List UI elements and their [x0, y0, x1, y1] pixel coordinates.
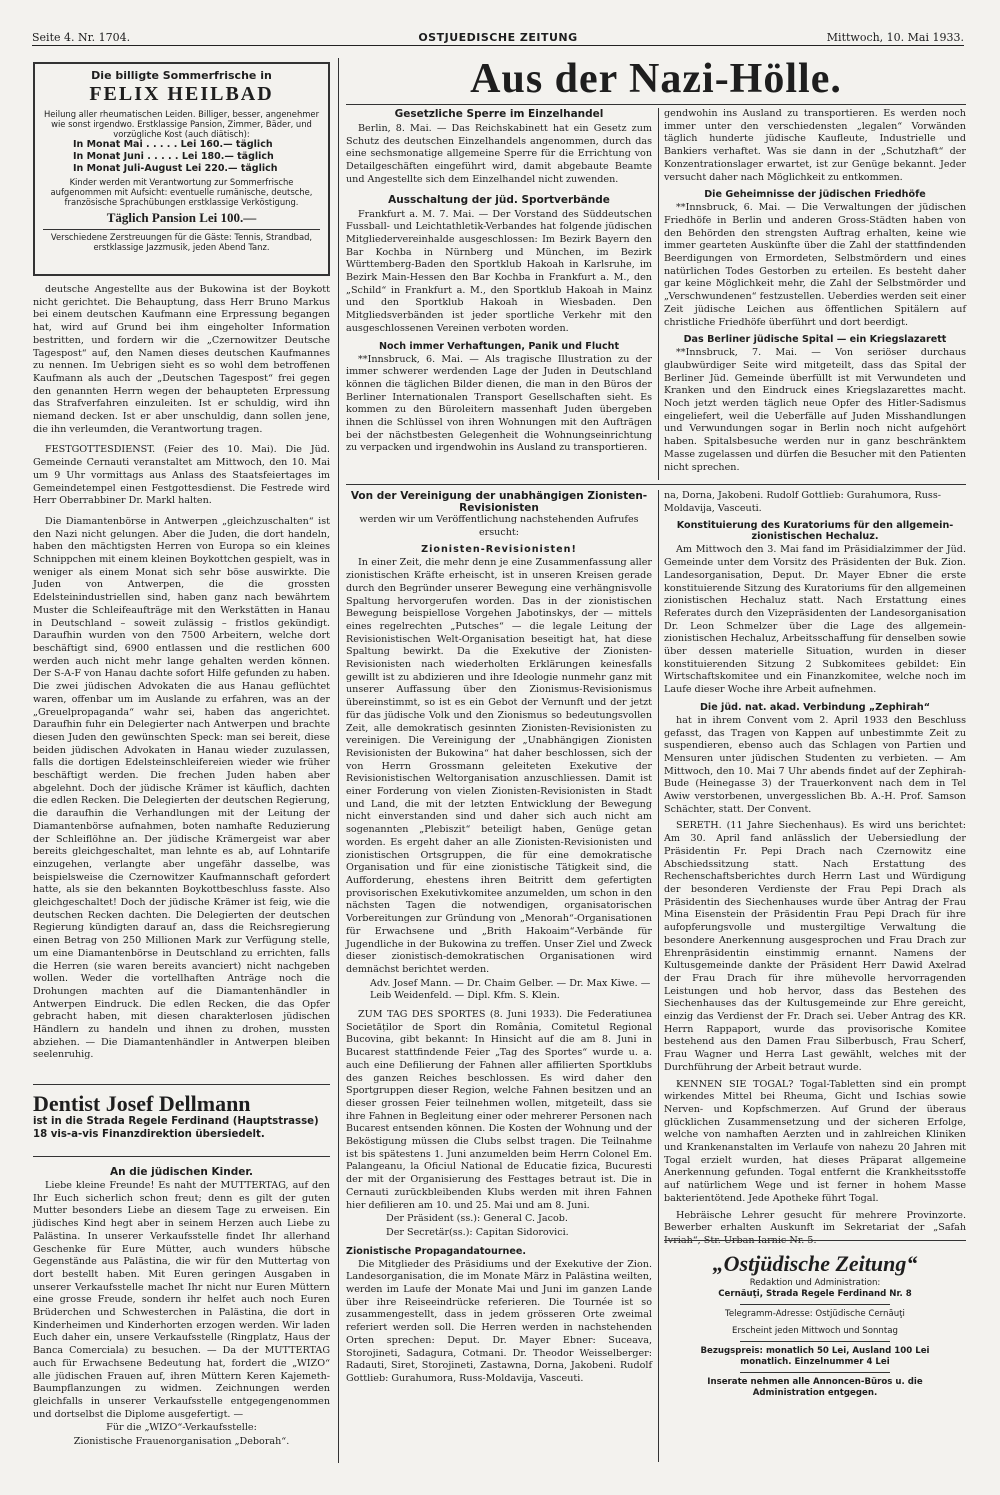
revisionists-lead: werden wir um Veröffentlichung nachstehenden Aufrufes ersucht: — [359, 514, 639, 538]
festgottesdienst-notice: FESTGOTTESDIENST. (Feier des 10. Mai). Die Jüd. Gemeinde Cernauti veranstaltet am Mittwoch, den 10. Mai um 9 Uhr vormittags aus Anlass des Staatsfeiertages im Gemeindetempel einen Festgottesdienst. Die Festrede wird Herr Oberrabbiner Dr. Markl halten. — [33, 444, 330, 507]
rule — [33, 1156, 330, 1157]
boycott-article: deutsche Angestellte aus der Bukowina ist der Boykott nicht gerichtet. Die Behauptung, dass Herr Bruno Markus bei einem deutschen Kaufmann eine Erpressung begangen hat, wird auf Grund bei ihm eingeholter Information bestritten, und fordern wir die „Czernowitzer Deutsche Tagespost“ auf, den Namen dieses deutschen Kaufmannes zu nennen. Im Uebrigen sieht es so wohl dem betroffenen Kaufmann als auch der „Deutschen Tagespost“ frei gegen den genannten Herrn wegen der behaupteten Erpressung das Strafverfahren einzuleiten. Ist er schuldig, wird ihn niemand decken. Ist er aber unschuldig, dann sollen jene, die ihn verleumden, die Verantwortung tragen. — [33, 284, 330, 435]
headline-sport-clubs: Ausschaltung der jüd. Sportverbände — [388, 193, 610, 206]
headline-revisionists: Von der Vereinigung der unabhängigen Zionisten-Revisionisten — [350, 490, 648, 514]
wizo-signature: Für die „WIZO“-Verkaufsstelle: — [106, 1422, 257, 1434]
felix-heilbad-ad — [33, 62, 330, 276]
wizo-title: An die jüdischen Kinder. — [109, 1166, 254, 1178]
masthead-telegram: Telegramm-Adresse: Ostjüdische Cernăuţi — [725, 1309, 905, 1319]
revisionists-appeal-title: Zionisten-Revisionisten! — [421, 544, 577, 556]
revisionists-signatures: Adv. Josef Mann. — Dr. Chaim Gelber. — Dr. Max Kiwe. — Leib Weidenfeld. — Dipl. Kfm. S. Klein. — [370, 977, 651, 1002]
newspaper-name: OSTJUEDISCHE ZEITUNG — [418, 31, 578, 44]
ad-intro: Heilung aller rheumatischen Leiden. Billiger, besser, angenehmer wie sonst irgendwo. Erstklassige Pansion, Zimmer, Bäder, und vorzügliche Kost (auch diätisch): — [43, 109, 320, 139]
sport-clubs-text: Frankfurt a. M. 7. Mai. — Der Vorstand des Süddeutschen Fussball- und Leichtathletik-Verbandes hat folgende jüdischen Mitgliedervereinhalde ausgeschlossen: Im Bezirk Bayern den Bar Kochba in Nürnberg und München, im Bezirk Württemberg-Baden den Sportklub Hakoah in Karlsruhe, im Bezirk Main-Hessen den Bar Kochba in Frankfurt a. M., den „Schild“ in Frankfurt a. M., den Sportklub Hakoah in Mainz und den Sportklub Hakoah in Wiesbaden. Den Mitgliedsverbänden ist jeder sportliche Verkehr mit den ausgeschlossenen Vereinen verboten worden. — [346, 208, 652, 334]
ad-price-june: In Monat Juni . . . . . Lei 180.— täglich — [73, 151, 274, 162]
rule — [664, 1240, 966, 1241]
banner-headline: Aus der Nazi-Hölle. — [470, 56, 842, 102]
masthead-editorial: Redaktion und Administration: — [749, 1278, 881, 1288]
middle-column-lower — [346, 490, 652, 1462]
nazi-hell-column-a — [346, 108, 652, 480]
dentist-ad-text: ist in die Strada Regele Ferdinand (Hauptstrasse) 18 vis-a-vis Finanzdirektion übersiedelt. — [33, 1116, 319, 1140]
ad-title: FELIX HEILBAD — [89, 83, 274, 105]
zephirah-text: hat in ihrem Convent vom 2. April 1933 den Beschluss gefasst, das Tragen von Kappen auf unbestimmte Zeit zu suspendieren, ebenso auch das Schlagen von Partien und Mensuren unter jüdischen Studenten zu verbieten. — Am Mittwoch, den 10. Mai 7 Uhr abends findet auf der Zephirah-Bude (Heinegasse 3) der Trauerkonvent nach dem in Tel Awiw verstorbenen, unvergesslichen Bb. A.-H. Prof. Samson Schächter, statt. Der Convent. — [664, 714, 966, 815]
ad-price-may: In Monat Mai . . . . . Lei 160.— täglich — [73, 139, 273, 150]
wizo-article — [33, 1162, 330, 1462]
column-divider — [658, 490, 659, 1462]
sport-day-president: Der Präsident (ss.): General C. Jacob. — [386, 1213, 568, 1225]
ad-amusements: Verschiedene Zerstreuungen für die Gäste: Tennis, Strandbad, erstklassige Jazzmusik, jeden Abend Tanz. — [43, 229, 320, 252]
dentist-ad-title: Dentist Josef Dellmann — [33, 1091, 251, 1116]
rule — [740, 1304, 890, 1305]
headline-hospital: Das Berliner jüdische Spital — ein Kriegslazarett — [683, 334, 947, 346]
masthead-title: „Ostjüdische Zeitung“ — [712, 1251, 918, 1276]
headline-hechaluz: Konstituierung des Kuratoriums für den allgemein-zionistischen Hechaluz. — [676, 520, 954, 543]
retail-ban-text: Berlin, 8. Mai. — Das Reichskabinett hat ein Gesetz zum Schutz des deutschen Einzelhandels angenommen, durch das eine sechsmonatige allgemeine Sperre für die Errichtung von Detailgeschäften eingeführt wird, damit abgebaute Beamte und Angestellte sich dem Einzelhandel nicht zuwenden. — [346, 123, 652, 185]
right-column-lower — [664, 490, 966, 1246]
wizo-organization: Zionistische Frauenorganisation „Deborah“. — [73, 1436, 290, 1448]
ad-daily-price: Täglich Pansion Lei 100.— — [106, 210, 257, 225]
revisionists-appeal-text: In einer Zeit, die mehr denn je eine Zusammenfassung aller zionistischen Kräfte erheischt, ist in unseren Kreisen gerade durch den Begründer unserer Bewegung eine verhängnisvolle Spaltung hervorgerufen worden. Das in der zionistischen Bewegung beispiellose Vorgehen Jabotinskys, der — mittels eines regelrechten „Putsches“ — die legale Leitung der Revisionistischen Welt-Organisation beseitigt hat, hat diese Spaltung bewirkt. Da die Exekutive der Zionisten-Revisionisten nach wiederholten Erklärungen keinesfalls gewillt ist zu abdizieren und ihre Ideologie nunmehr ganz mit unserer Auffassung über den Zionismus-Revisionismus übereinstimmt, so ist es ein Gebot der Vernunft und der jetzt für das jüdische Volk und den Zionismus so bedeutungsvollen Zeit, alle demokratisch gesinnten Zionisten-Revisionisten zu vereinigen. Die Vereinigung der „Unabhängigen Zionisten Revisionisten der Bukowina“ hat daher beschlossen, sich der von Herrn Grossmann geleiteten Exekutive der Revisionistischen Weltorganisation anzuschliessen. Damit ist einer Forderung von vielen Zionisten-Revisionisten in Stadt und Land, die mit der letzten Entwicklung der Bewegung nicht einverstanden sind und daher sich auch nicht am sogenannten „Plebiszit“ beteiligt haben, Genüge getan worden. Es ergeht daher an alle Zionisten-Revisionisten und zionistischen Ortsgruppen, die für eine demokratische Organisation und für eine zionistische Tätigkeit sind, die Aufforderung, ehestens ihren Beitritt dem gefertigten provisorischen Exekutivkomitee anzumelden, um schon in den nächsten Tagen die notwendigen, organisatorischen Vorbereitungen zur Gründung von „Menorah“-Organisationen für Erwachsene und „Brith Hakoaim“-Verbände für Jugendliche in der Bukowina zu treffen. Unser Ziel und Zweck dieser zionistisch-demokratischen Organisationen wird demnächst berichtet werden. — [346, 557, 652, 975]
left-column-articles — [33, 284, 330, 1076]
masthead-box — [690, 1250, 940, 1399]
masthead-price-single: monatlich. Einzelnummer 4 Lei — [740, 1357, 890, 1367]
issue-date: Mittwoch, 10. Mai 1933. — [826, 31, 964, 44]
wizo-text: Liebe kleine Freunde! Es naht der MUTTERTAG, auf den Ihr Euch sicherlich schon freut; denn es gilt der guten Mutter besonders Liebe an diesem Tage zu erweisen. Ein jüdisches Kind hegt aber in seinem Herzen auch Liebe zu Palästina. In unserer Verkaufsstelle findet Ihr allerhand Geschenke für Eure Mütter, auch wunders hübsche Gegenstände aus Palästina, die wir für den Muttertag von dort bestellt haben. Mit Euren geringen Ausgaben in unserer Verkaufsstelle machet Ihr nicht nur Euren Müttern eine grosse Freude, sondern ihr helfet auch noch Euren Brüderchen und Schwesterchen in Palästina, die dort in Kinderheimen und Kinderhorten erzogen werden. Wir laden Euch daher ein, unsere Verkaufsstelle (Ringplatz, Haus der Banca Comerciala) zu besuchen. — Da der MUTTERTAG auch für Erwachsene Bedeutung hat, fordert die „WIZO“ alle jüdischen Frauen auf, ihren Müttern Keren Kajemeth-Baumpflanzungen zu widmen. Zeichnungen werden gleichfalls in unserer Verkaufsstelle entgegengenommen und dortselbst die Diplome ausgefertigt. — — [33, 1180, 330, 1420]
togal-ad: KENNEN SIE TOGAL? Togal-Tabletten sind ein prompt wirkendes Mittel bei Rheuma, Gicht und Ischias sowie Nerven- und Kopfschmerzen. Auf Grund der überaus glücklichen Zusammensetzung und der sicheren Erfolge, welche von namhaften Aerzten und in zahlreichen Kliniken und Krankenanstalten im Verlaufe von nahezu 20 Jahren mit Togal erzielt wurden, hat dieses Präparat allgemeine Anerkennung gefunden. Togal entfernt die Krankheitsstoffe auf natürlichem Wege und ist ferner in hohem Masse bakterientötend. Jede Apotheke führt Togal. — [664, 1078, 966, 1204]
hospital-text: **Innsbruck, 7. Mai. — Von seriöser durchaus glaubwürdiger Seite wird mitgeteilt, dass das Spital der Berliner Jüd. Gemeinde überfüllt ist mit Verwundeten und Kranken und den Eindruck eines Kriegslazarettes macht. Noch jetzt werden täglich neue Opfer des Hitler-Sadismus eingeliefert, weil die Ueberfälle auf Juden Misshandlungen und Verwundungen sogar in Berlin noch nicht aufgehört haben. Spitalsbesuche werden nur in ganz beschränktem Masse zugelassen und dürfen die Besucher mit den Patienten nicht sprechen. — [664, 347, 966, 473]
masthead-ads-note: Inserate nehmen alle Annoncen-Büros u. die Administration entgegen. — [707, 1377, 923, 1398]
nazi-hell-column-b — [664, 108, 966, 480]
ad-price-summer: In Monat Juli-August Lei 220.— täglich — [73, 163, 278, 174]
headline-zephirah: Die jüd. nat. akad. Verbindung „Zephirah“ — [699, 701, 931, 713]
propaganda-tour-text: Die Mitglieder des Präsidiums und der Exekutive der Zion. Landesorganisation, die im Monate März in Palästina weilten, werden im Laufe der Monate Mai und Juni im ganzen Lande über ihre Reiseeindrücke referieren. Die Tournée ist so zusammengestellt, dass in jedem grösseren Orte zweimal referiert werden soll. Die Herren werden in nachstehenden Orten sprechen: Deput. Dr. Mayer Ebner: Suceava, Storojineti, Sadagura, Cotmani. Dr. Theodor Weisselberger: Radauti, Siret, Storojineti, Zastawna, Dorna, Jakobeni. Rudolf Gottlieb: Gurahumora, Russ-Moldavija, Vasceuti. — [346, 1258, 652, 1384]
ad-children: Kinder werden mit Verantwortung zur Sommerfrische aufgenommen mit Aufsicht: eventuelle rumänische, deutsche, französische Sprachübungen erstklassige Verköstigung. — [50, 177, 313, 207]
rule — [740, 1341, 890, 1342]
rule — [740, 1372, 890, 1373]
sereth-article: SERETH. (11 Jahre Siechenhaus). Es wird uns berichtet: Am 30. April fand anlässlich der Uebersiedlung der Präsidentin Fr. Pepi Drach nach Czernowitz eine Abschiedssitzung statt. Nach Erstattung des Rechenschaftsberichtes durch Herrn Last und Würdigung der besonderen Verdienste der Frau Pepi Drach als Präsidentin des Siechenhauses wurde über Antrag der Frau Mina Eisenstein der Präsidentin Frau Pepi Drach für ihre aufopferungsvolle und mustergiltige Verwaltung die besondere Anerkennung ausgesprochen und Frau Drach zur Ehrenpräsidentin einstimmig ernannt. Namens der Kultusgemeinde dankte der Präsident Herr Dawid Axelrad der Frau Drach für ihre mühevolle hervorragenden Leistungen und hob hervor, dass das Bestehen des Siechenhauses das der Kultusgemeinde zur Ehre gereicht, einzig das Verdienst der Fr. Drach sei. Ueber Antrag des KR. Herrn Rappaport, wurde das provisorische Komitee bestehend aus den Damen Frau Silberbusch, Frau Scherf, Frau Wagner und Herra Last gewählt, welches mit der Durchführung der Arbeit betraut wurde. — [664, 820, 966, 1073]
page-number: Seite 4. Nr. 1704. — [32, 31, 131, 44]
propaganda-tour-continued: na, Dorna, Jakobeni. Rudolf Gottlieb: Gurahumora, Russ-Moldavija, Vasceuti. — [664, 490, 942, 514]
dentist-ad — [33, 1092, 330, 1150]
masthead-price: Bezugspreis: monatlich 50 Lei, Ausland 100 Lei — [700, 1346, 930, 1356]
headline-cemeteries: Die Geheimnisse der jüdischen Friedhöfe — [704, 189, 926, 201]
headline-arrests: Noch immer Verhaftungen, Panik und Flucht — [378, 340, 620, 352]
page-header — [32, 30, 964, 46]
column-divider — [338, 58, 339, 1463]
headline-propaganda-tour: Zionistische Propagandatournee. — [346, 1245, 527, 1257]
rule — [346, 484, 966, 485]
rule — [33, 1084, 330, 1085]
cemeteries-text: **Innsbruck, 6. Mai. — Die Verwaltungen der jüdischen Friedhöfe in Berlin und anderen Gross-Städten haben von den Behörden den strengsten Auftrag erhalten, keine wie immer gearteten Auskünfte über die Zahl der stattfindenden Beerdigungen von Ermordeten, Selbstmördern und eines natürlichen Todes Gestorben zu erteilen. Es besteht daher gar keine Möglichkeit mehr, die Zahl der Selbstmörder und „Verschwundenen“ festzustellen. Ueberdies werden seit einer Zeit jüdische Leichen aus öffentlichen Spitälern auf christliche Friedhöfe überführt und dort beerdigt. — [664, 202, 966, 328]
ad-tagline: Die billigte Sommerfrische in — [91, 69, 272, 82]
rule — [346, 104, 966, 105]
masthead-address: Cernăuţi, Strada Regele Ferdinand Nr. 8 — [718, 1289, 912, 1299]
diamond-exchange-article: Die Diamantenbörse in Antwerpen „gleichzuschalten“ ist den Nazi nicht gelungen. Aber die Juden, die dort handeln, haben den mächtigsten Herren von Europa so ein kleines Schnippchen mit einem kleinen Boykottchen gespielt, was in weniger als einem Monat sich sehr böse auswirkte. Die Juden von Antwerpen, die die grossten Edelsteinindustriellen sind, haben ganz nach bewährtem Muster die Schleifeaufträge mit den Werkstätten in Hanau in Deutschland – soweit zulässig – fristlos gekündigt. Daraufhin wurden von den 7500 Arbeitern, welche dort beschäftigt sind, 6900 entlassen und die restlichen 600 werden auch nicht mehr lange gehalten werden können. Der S-A-F von Hanau dachte sofort Hilfe gefunden zu haben. Die zwei jüdischen Advokaten die aus Hanau geflüchtet waren, offenbar um im Auslande zu erfahren, was an der „Greuelpropaganda“ wahr sei, haben das angerichtet. Daraufhin fuhr ein Delegierter nach Antwerpen und brachte diesen Juden den gewünschten Speck: man sei bereit, diese beiden jüdischen Advokaten in Hanau wieder zuzulassen, falls die dortigen Edelsteinschleifereien wieder wie früher beschäftigt werden. Die frechen Juden haben aber abgelehnt. Doch der jüdische Krämer ist käuflich, dachten die edlen Recken. Die Delegierten der deutschen Regierung, die daraufhin die Verhandlungen mit der Leitung der Diamantenbörse aufnahmen, boten namhafte Reduzierung der Schleiflöhne an. Der jüdische Krämergeist war aber bereits gleichgeschaltet, man lehnte es ab, auf Lohntarife einzugehen, verlangte aber ungefähr dasselbe, was beispielsweise die Czernowitzer Kaufmannschaft gefordert hatte, als sie den bekannten Boykottbeschluss fasste. Also gleichgeschaltet! Doch der jüdische Krämer ist feig, wie die deutschen Recken dachten. Die Delegierten der deutschen Regierung kündigten darauf an, dass die Reichsregierung einen Betrag von 250 Millionen Mark zur Verfügung stelle, um eine Diamantenbörse in Deutschland zu errichten, falls die Herren (sie waren bereits avanciert) nicht nachgeben wollen. Weder die vortellhaften Anträge noch die Drohungen machten auf die Diamantenhändler in Antwerpen Eindruck. Die edlen Recken, die das Opfer gebracht haben, mit diesen charakterlosen jüdischen Händlern zu handeln und ihnen zu drohen, mussten abziehen. — Die Diamantenhändler in Antwerpen bleiben seelenruhig. — [33, 515, 330, 1061]
headline-retail-ban: Gesetzliche Sperre im Einzelhandel — [394, 108, 604, 120]
sport-day-secretary: Der Secretär(ss.): Capitan Sidorovici. — [386, 1226, 569, 1238]
arrests-text: **Innsbruck, 6. Mai. — Als tragische Illustration zu der immer schwerer werdenden Lage der Juden in Deutschland können die täglichen Bilder dienen, die man in den Büros der Berliner Internationalen Transport Gesellschaften sieht. Es kommen zu den Büroleitern massenhaft Juden übergeben ihnen die Schlüssel von ihren Wohnungen mit den Aufträgen bei der nächstbesten Gelegenheit die Wohnungseinrichtung zu verpacken und irgendwohin ins Ausland zu transportieren. — [346, 353, 652, 454]
hebrew-teachers-ad: Hebräische Lehrer gesucht für mehrere Provinzorte. Bewerber erhalten Auskunft im Sekretariat der „Safah Ivriah“, Str. Urban Iarnic Nr. 5. — [664, 1209, 966, 1246]
sport-day-notice: ZUM TAG DES SPORTES (8. Juni 1933). Die Federatiunea Societăților de Sport din România, Comitetul Regional Bucovina, gibt bekannt: In Hinsicht auf die am 8. Juni in Bucarest stattfindende Feier „Tag des Sportes“ wurde u. a. auch eine Defilierung der Fahnen aller affilierten Sportklubs des ganzen Reiches beschlossen. Es wird daher den Sportgruppen dieser Region, welche Fahnen besitzen und an dieser grossen Feier teilnehmen wollen, mitgeteilt, dass sie ihre Fahnen in Begleitung einer oder mehrerer Personen nach Bucarest entsenden können. Die Kosten der Wohnung und der Beköstigung müssen die Clubs selbst tragen. Die Teilnahme ist bis spätestens 1. Juni anzumelden beim Herrn Colonel Em. Palangeanu, la Oficiul National de Educatie fizica, Bucuresti der mit der Organisierung des Festtages betraut ist. Die in Cernauti zurückbleibenden Klubs werden mit ihren Fahnen hier defilieren am 10. und 25. Mai und am 8. Juni. — [346, 1009, 652, 1211]
masthead-schedule: Erscheint jeden Mittwoch und Sonntag — [732, 1326, 898, 1336]
arrests-continued: gendwohin ins Ausland zu transportieren. Es werden noch immer unter den verschiedensten „legalen“ Vorwänden täglich hunderte jüdische Kaufleute, Industrielle und Bankiers verhaftet. Was sie dann in der „Schutzhaft“ der Konzentrationslager erwartet, ist zur Genüge bekannt. Jeder versucht daher nach Möglichkeit zu entkommen. — [664, 108, 966, 183]
hechaluz-text: Am Mittwoch den 3. Mai fand im Präsidialzimmer der Jüd. Gemeinde unter dem Vorsitz des Präsidenten der Buk. Zion. Landesorganisation, Deput. Dr. Mayer Ebner die erste konstituierende Sitzung des Kuratoriums für den allgemeinen zionistischen Hechaluz statt. Nach Erstattung eines Referates durch den Vizepräsidenten der Landesorganisation Dr. Leon Schmelzer über die Lage des allgemein-zionistischen Hechaluz, Arbeitsschaffung für denselben sowie über dessen materielle Situation, wurden in dieser konstituierenden Sitzung 2 Subkomitees gebildet: Ein Wirtschaftskomitee und ein Finanzkomitee, welche noch im Laufe dieser Woche ihre Arbeit aufnehmen. — [664, 544, 966, 696]
column-divider — [658, 108, 659, 480]
